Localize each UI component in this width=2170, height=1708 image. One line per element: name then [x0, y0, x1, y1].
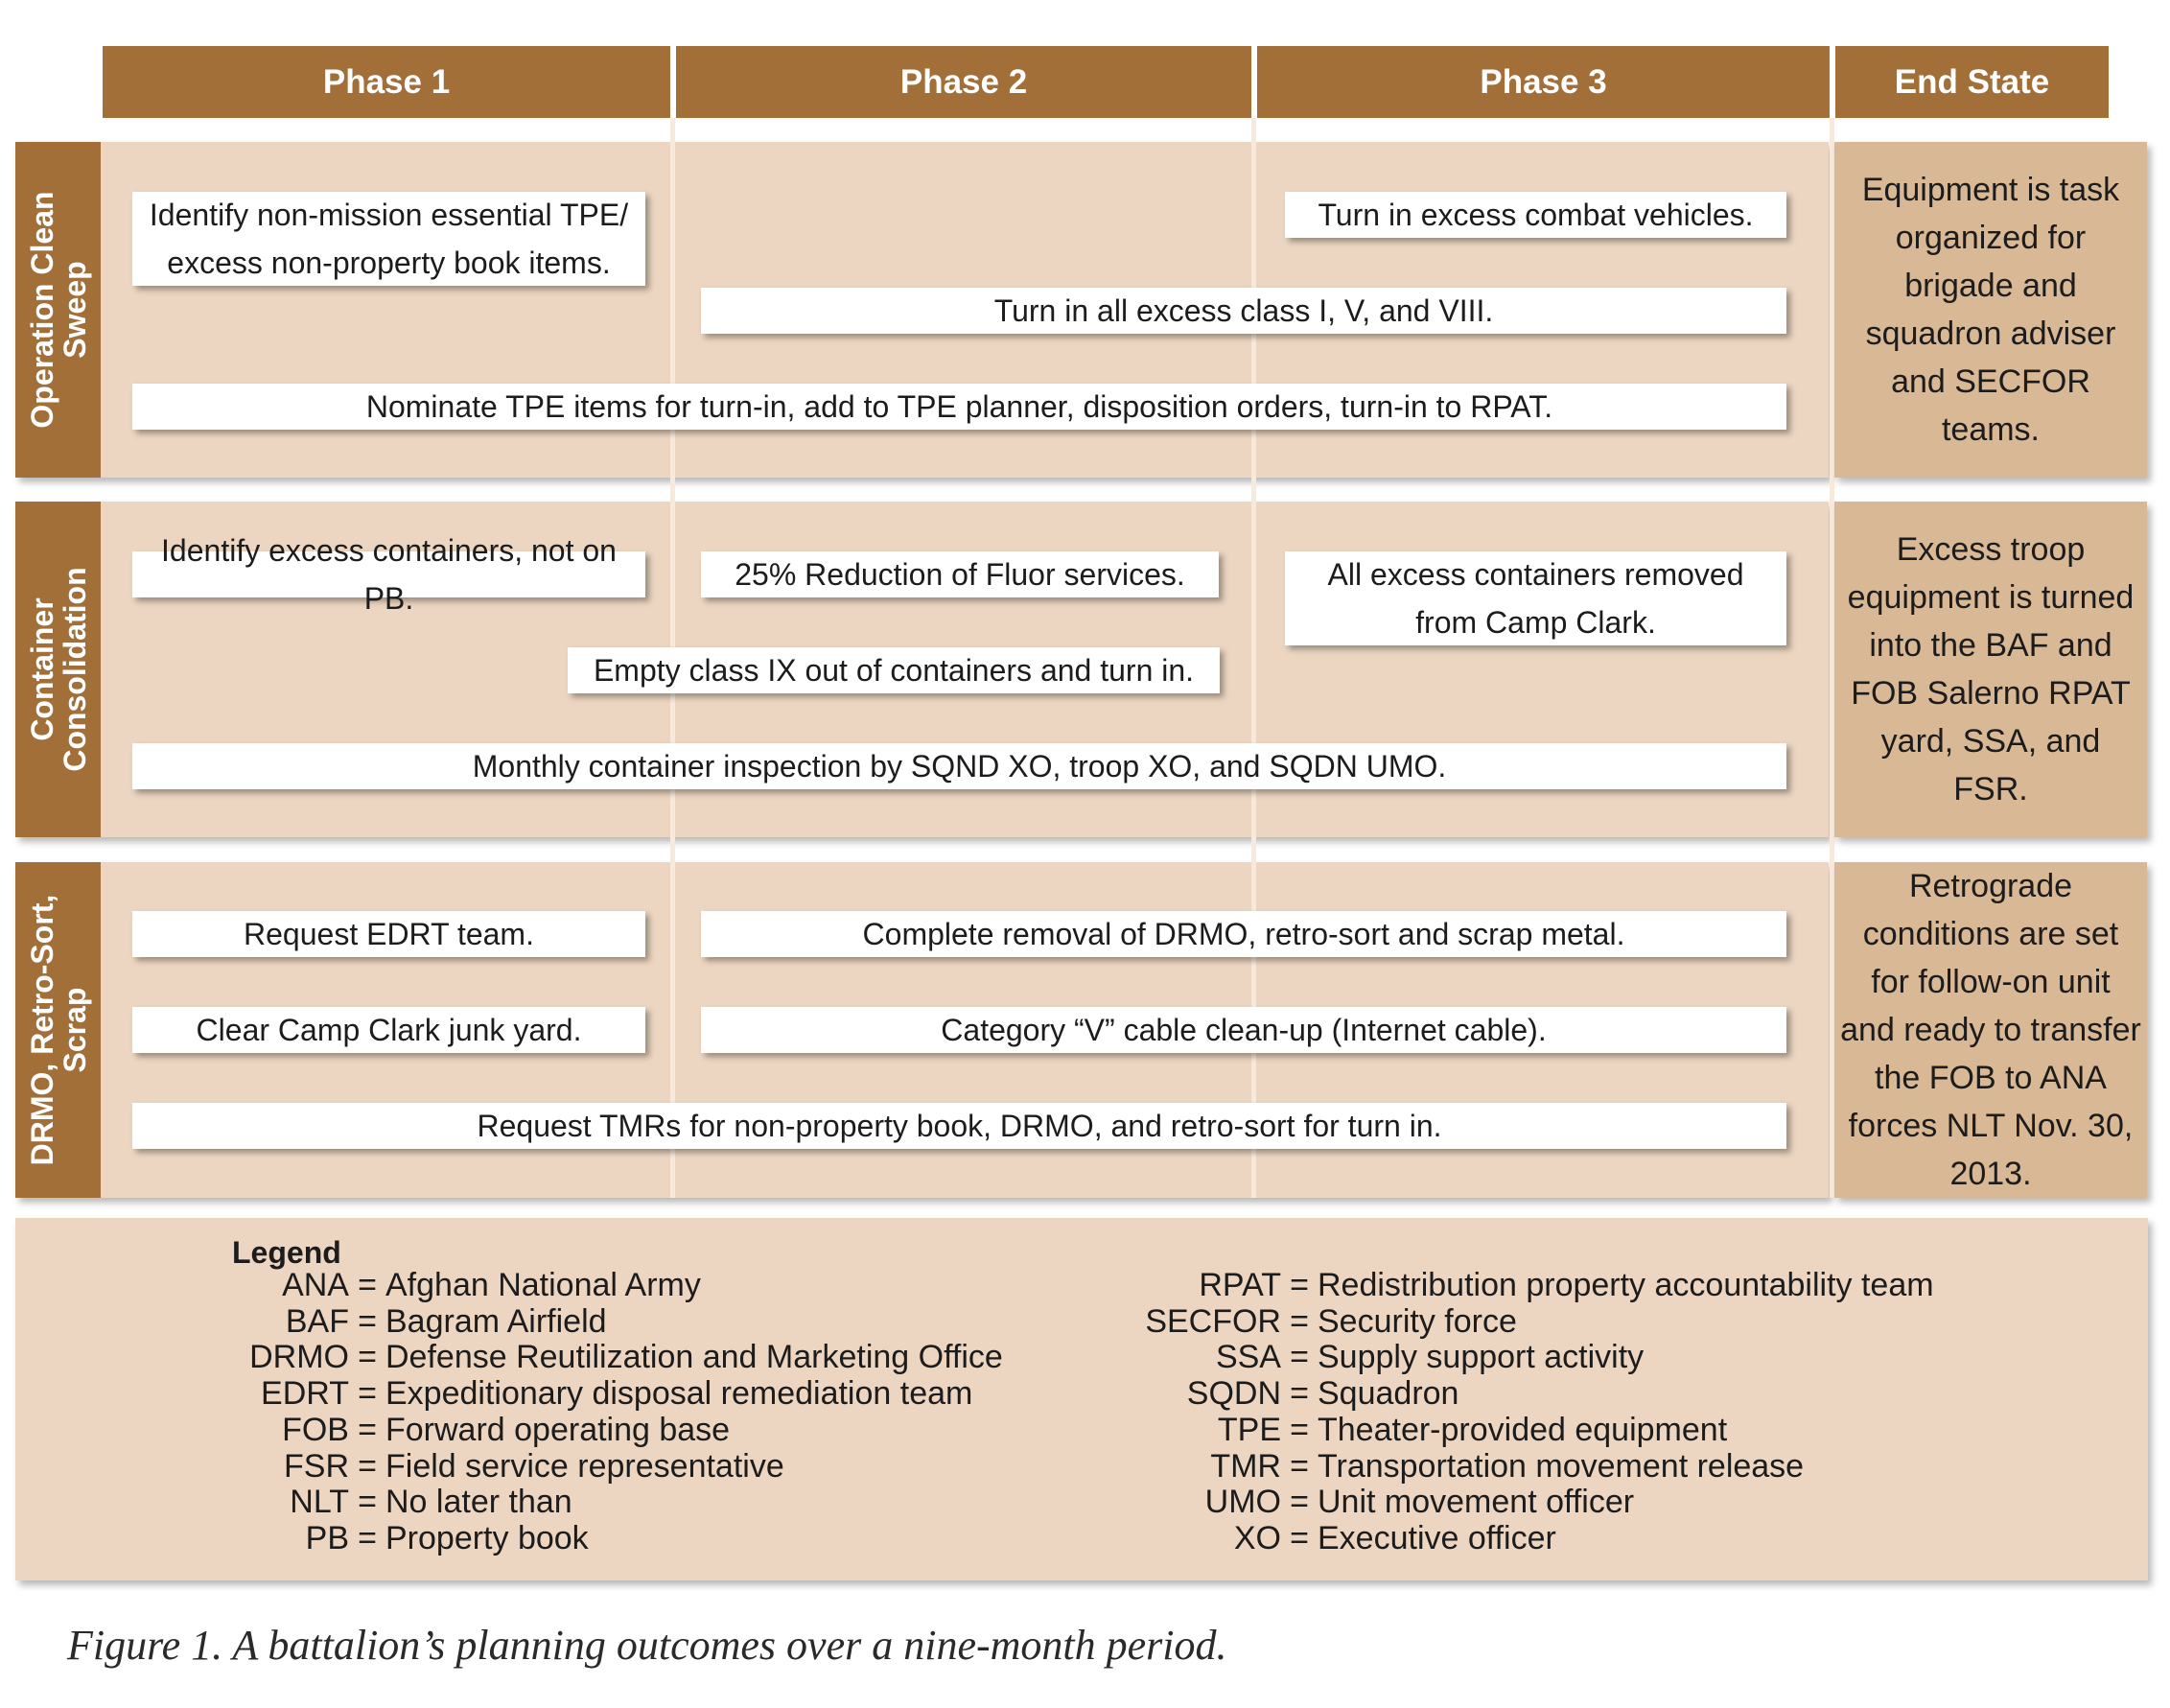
legend-meaning: Transportation movement release	[1318, 1447, 1805, 1485]
legend-panel	[15, 1218, 2148, 1580]
legend-entry: SECFOR = Security force	[1135, 1304, 1934, 1341]
legend-entry: SSA = Supply support activity	[1135, 1340, 1934, 1376]
legend-abbr: PB	[305, 1519, 349, 1556]
legend-meaning: Redistribution property accountability team	[1318, 1267, 1934, 1303]
legend-entry: ANA = Afghan National Army	[234, 1268, 1003, 1304]
legend-meaning: Bagram Airfield	[385, 1302, 607, 1340]
task-request-tmrs	[132, 1103, 1786, 1149]
legend-entry: FOB = Forward operating base	[234, 1413, 1003, 1449]
legend-abbr: FSR	[284, 1447, 349, 1485]
end-state-container	[1834, 502, 2147, 837]
task-empty-class-ix	[568, 647, 1220, 693]
legend-abbr: TPE	[1217, 1411, 1281, 1448]
task-text: Request EDRT team.	[244, 917, 534, 951]
row-label-text: Operation Clean Sweep	[24, 191, 92, 429]
legend-abbr: EDRT	[261, 1375, 349, 1413]
legend-entry: BAF = Bagram Airfield	[234, 1304, 1003, 1341]
task-text: Identify non-mission essential TPE/ excess non-property book items.	[149, 198, 629, 280]
legend-meaning: Security force	[1318, 1302, 1517, 1340]
task-clear-junk-yard	[132, 1007, 645, 1053]
task-complete-removal	[701, 911, 1786, 957]
end-state-clean-sweep	[1834, 142, 2147, 478]
end-state-text: Equipment is task organized for brigade and squadron adviser and SECFOR teams.	[1861, 172, 2120, 448]
legend-entry: PB = Property book	[234, 1521, 1003, 1557]
header-phase-1: Phase 1	[103, 46, 670, 118]
legend-abbr: XO	[1233, 1519, 1281, 1556]
legend-column-left	[234, 1268, 1003, 1557]
legend-meaning: Field service representative	[385, 1447, 784, 1485]
row-label-text: DRMO, Retro-Sort, Scrap	[24, 894, 92, 1166]
end-state-drmo	[1834, 862, 2147, 1198]
legend-entry: XO = Executive officer	[1135, 1521, 1934, 1557]
task-turn-in-vehicles	[1285, 192, 1786, 238]
task-text: Identify excess containers, not on PB.	[161, 533, 617, 616]
legend-abbr: FOB	[282, 1411, 349, 1448]
legend-meaning: Forward operating base	[385, 1411, 731, 1448]
row-label-drmo-retro-sort-scrap	[15, 862, 101, 1198]
task-turn-in-class	[701, 288, 1786, 334]
row-label-operation-clean-sweep	[15, 142, 101, 478]
legend-abbr: BAF	[285, 1302, 349, 1340]
legend-abbr: UMO	[1204, 1484, 1281, 1521]
task-text: Complete removal of DRMO, retro-sort and scrap metal.	[862, 917, 1625, 951]
legend-meaning: Squadron	[1318, 1375, 1459, 1413]
legend-entry: TPE = Theater-provided equipment	[1135, 1413, 1934, 1449]
task-text: Turn in excess combat vehicles.	[1318, 198, 1754, 232]
legend-title: Legend	[232, 1235, 341, 1270]
legend-abbr: SQDN	[1186, 1375, 1281, 1413]
legend-entry: RPAT = Redistribution property accountability team	[1135, 1268, 1934, 1304]
end-state-text: Retrograde conditions are set for follow-on unit and ready to transfer the FOB to ANA forces NLT Nov. 30, 2013.	[1840, 868, 2141, 1192]
task-monthly-inspection	[132, 743, 1786, 789]
legend-abbr: NLT	[290, 1484, 349, 1521]
task-text: Empty class IX out of containers and turn in.	[593, 653, 1195, 688]
task-identify-tpe	[132, 192, 645, 286]
legend-meaning: Afghan National Army	[385, 1267, 701, 1303]
legend-abbr: TMR	[1210, 1447, 1281, 1485]
legend-entry: SQDN = Squadron	[1135, 1376, 1934, 1413]
legend-entry: FSR = Field service representative	[234, 1449, 1003, 1486]
legend-entry: NLT = No later than	[234, 1485, 1003, 1521]
task-text: All excess containers removed from Camp Clark.	[1327, 557, 1744, 640]
task-containers-removed	[1285, 551, 1786, 645]
header-end-state: End State	[1835, 46, 2109, 118]
legend-meaning: Unit movement officer	[1318, 1484, 1635, 1521]
task-text: Clear Camp Clark junk yard.	[196, 1013, 582, 1047]
legend-entry: DRMO = Defense Reutilization and Marketing Office	[234, 1340, 1003, 1376]
task-cable-cleanup	[701, 1007, 1786, 1053]
legend-meaning: No later than	[385, 1484, 572, 1521]
legend-entry: EDRT = Expeditionary disposal remediation team	[234, 1376, 1003, 1413]
legend-entry: UMO = Unit movement officer	[1135, 1485, 1934, 1521]
row-label-text: Container Consolidation	[24, 567, 92, 772]
legend-entry: TMR = Transportation movement release	[1135, 1449, 1934, 1486]
figure-caption: Figure 1. A battalion’s planning outcomes over a nine-month period.	[67, 1622, 1227, 1669]
legend-abbr: RPAT	[1199, 1267, 1281, 1303]
legend-meaning: Defense Reutilization and Marketing Office	[385, 1339, 1003, 1376]
task-nominate-tpe	[132, 384, 1786, 430]
legend-meaning: Theater-provided equipment	[1318, 1411, 1728, 1448]
legend-abbr: SSA	[1215, 1339, 1281, 1376]
legend-column-right	[1135, 1268, 1934, 1557]
legend-meaning: Property book	[385, 1519, 589, 1556]
legend-meaning: Expeditionary disposal remediation team	[385, 1375, 973, 1413]
task-text: Nominate TPE items for turn-in, add to TPE planner, disposition orders, turn-in to RPAT.	[365, 389, 1553, 424]
legend-meaning: Executive officer	[1318, 1519, 1556, 1556]
task-text: Request TMRs for non-property book, DRMO, and retro-sort for turn in.	[477, 1109, 1442, 1143]
header-phase-2: Phase 2	[676, 46, 1251, 118]
task-text: Category “V” cable clean-up (Internet cable).	[941, 1013, 1547, 1047]
task-fluor-reduction	[701, 551, 1219, 597]
task-identify-containers	[132, 533, 645, 616]
task-text: 25% Reduction of Fluor services.	[735, 557, 1185, 592]
task-text: Monthly container inspection by SQND XO, troop XO, and SQDN UMO.	[472, 749, 1447, 784]
header-phase-3: Phase 3	[1257, 46, 1830, 118]
task-text: Turn in all excess class I, V, and VIII.	[993, 293, 1494, 328]
end-state-text: Excess troop equipment is turned into the BAF and FOB Salerno RPAT yard, SSA, and FSR.	[1847, 531, 2135, 807]
legend-abbr: ANA	[282, 1267, 349, 1303]
row-label-container-consolidation	[15, 502, 101, 837]
legend-meaning: Supply support activity	[1318, 1339, 1645, 1376]
task-request-edrt	[132, 911, 645, 957]
legend-abbr: DRMO	[249, 1339, 349, 1376]
legend-abbr: SECFOR	[1145, 1302, 1281, 1340]
